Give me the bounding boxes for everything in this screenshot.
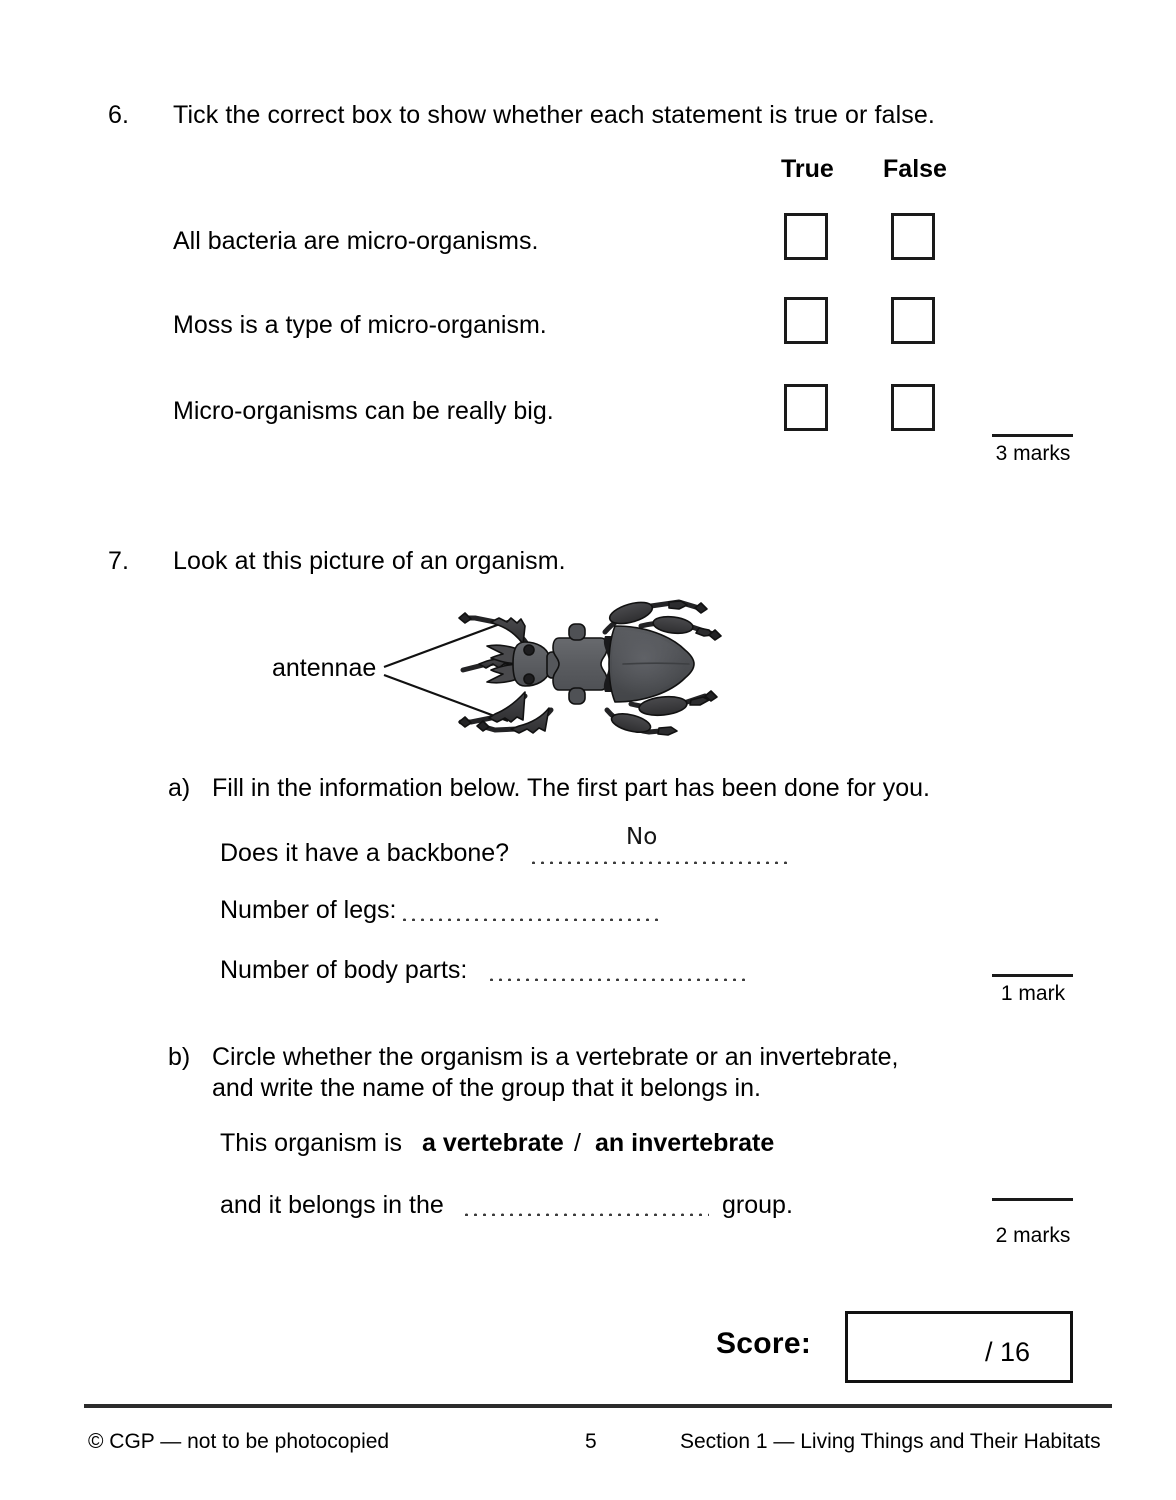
column-header-false: False bbox=[883, 155, 947, 183]
footer-page-number: 5 bbox=[585, 1430, 597, 1453]
marks-label-q7a: 1 mark bbox=[1000, 982, 1066, 1005]
part-a-prompt: Fill in the information below. The first part has been done for you. bbox=[212, 774, 930, 802]
question-7-prompt: Look at this picture of an organism. bbox=[173, 547, 566, 575]
question-7-number: 7. bbox=[108, 547, 130, 575]
checkbox-statement-1-true[interactable] bbox=[784, 213, 828, 260]
beetle-leg-front-left bbox=[459, 613, 527, 644]
checkbox-statement-1-false[interactable] bbox=[891, 213, 935, 260]
footer-copyright: © CGP — not to be photocopied bbox=[88, 1430, 390, 1453]
marks-rule-q7a bbox=[992, 974, 1073, 977]
beetle-thorax-knob-top bbox=[569, 624, 585, 640]
choice-option-invertebrate[interactable]: an invertebrate bbox=[595, 1129, 775, 1157]
beetle-illustration bbox=[455, 592, 735, 757]
checkbox-statement-3-false[interactable] bbox=[891, 384, 935, 431]
field-legs-label: Number of legs: bbox=[220, 896, 397, 924]
part-a-letter: a) bbox=[168, 774, 191, 802]
field-backbone-answer: No bbox=[626, 824, 658, 850]
field-body-parts-label: Number of body parts: bbox=[220, 956, 468, 984]
checkbox-statement-3-true[interactable] bbox=[784, 384, 828, 431]
choice-lead-text: This organism is bbox=[220, 1129, 402, 1157]
field-body-parts-answer-line[interactable] bbox=[487, 975, 745, 981]
footer-section-title: Section 1 — Living Things and Their Habitats bbox=[680, 1430, 1101, 1453]
antennae-label: antennae bbox=[272, 654, 377, 682]
footer-divider bbox=[84, 1404, 1112, 1408]
part-b-prompt-line-1: Circle whether the organism is a vertebrate or an invertebrate, bbox=[212, 1043, 899, 1071]
beetle-eye-upper bbox=[524, 645, 534, 655]
field-legs-answer-line[interactable] bbox=[400, 915, 658, 921]
field-backbone-answer-line[interactable] bbox=[529, 858, 787, 864]
statement-2-text: Moss is a type of micro-organism. bbox=[173, 311, 547, 339]
statement-3-text: Micro-organisms can be really big. bbox=[173, 397, 554, 425]
group-trail-text: group. bbox=[722, 1191, 793, 1219]
beetle-thorax-knob-bottom bbox=[569, 688, 585, 704]
beetle-svg bbox=[455, 592, 735, 752]
field-backbone-label: Does it have a backbone? bbox=[220, 839, 510, 867]
group-answer-line[interactable] bbox=[462, 1210, 709, 1216]
marks-label-q6: 3 marks bbox=[995, 442, 1071, 465]
score-input-box[interactable] bbox=[845, 1311, 1073, 1383]
column-header-true: True bbox=[781, 155, 834, 183]
beetle-head bbox=[513, 642, 551, 686]
marks-label-q7b: 2 marks bbox=[995, 1224, 1071, 1247]
beetle-thorax bbox=[553, 624, 607, 704]
score-label: Score: bbox=[716, 1327, 812, 1360]
marks-rule-q7b bbox=[992, 1198, 1073, 1201]
beetle-leg-hind-left bbox=[459, 692, 525, 727]
beetle-elytra bbox=[609, 626, 694, 702]
question-6-prompt: Tick the correct box to show whether each statement is true or false. bbox=[173, 101, 935, 129]
choice-option-vertebrate[interactable]: a vertebrate bbox=[422, 1129, 564, 1157]
question-6-number: 6. bbox=[108, 101, 130, 129]
checkbox-statement-2-true[interactable] bbox=[784, 297, 828, 344]
choice-separator: / bbox=[574, 1129, 581, 1157]
part-b-letter: b) bbox=[168, 1043, 191, 1071]
checkbox-statement-2-false[interactable] bbox=[891, 297, 935, 344]
score-total: / 16 bbox=[985, 1337, 1031, 1367]
part-b-prompt-line-2: and write the name of the group that it belongs in. bbox=[212, 1074, 761, 1102]
group-lead-text: and it belongs in the bbox=[220, 1191, 444, 1219]
statement-1-text: All bacteria are micro-organisms. bbox=[173, 227, 539, 255]
beetle-eye-lower bbox=[524, 674, 534, 684]
marks-rule-q6 bbox=[992, 434, 1073, 437]
